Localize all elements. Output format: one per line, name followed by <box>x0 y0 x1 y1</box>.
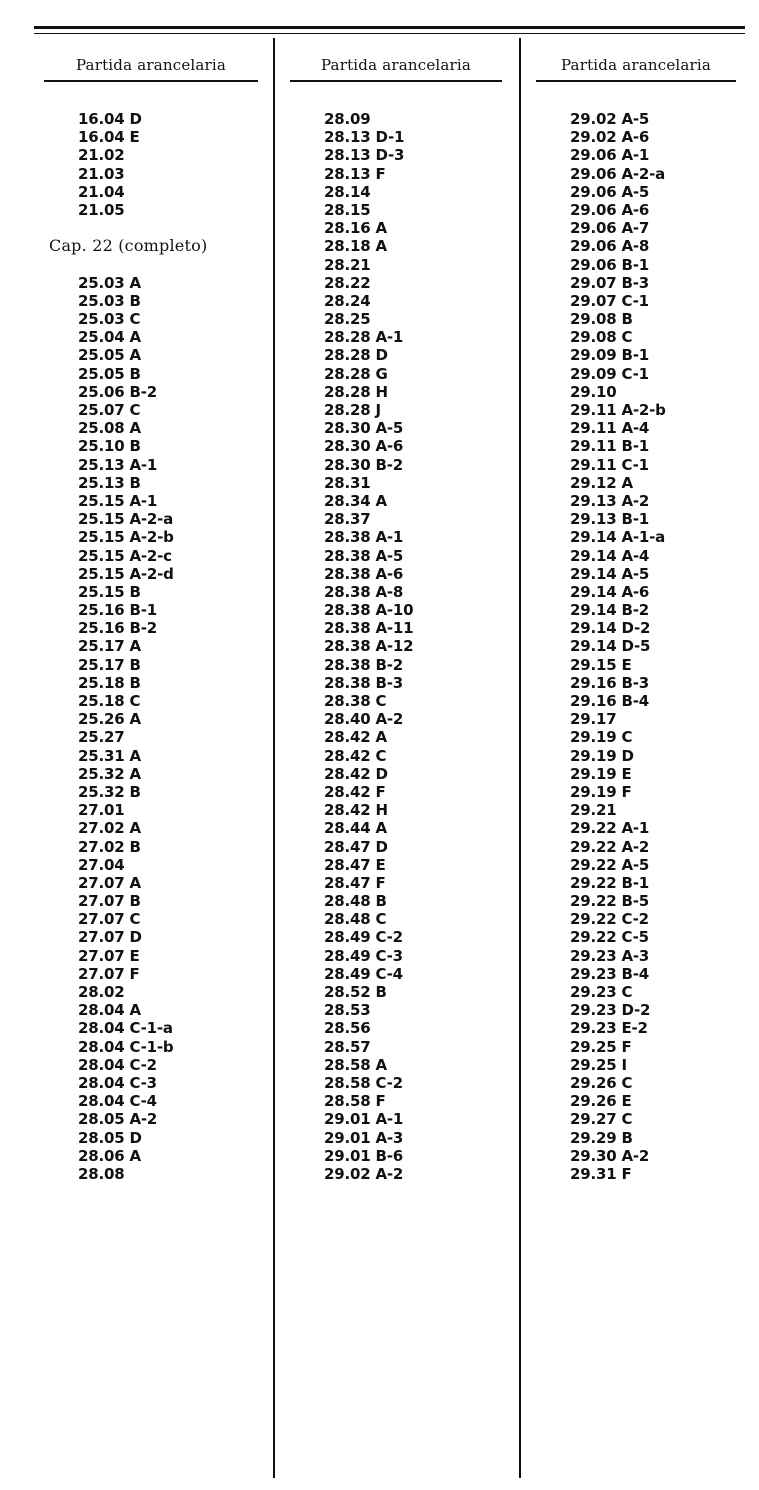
tariff-heading-entry: 28.30 A-5 <box>324 419 404 438</box>
tariff-heading-entry: 28.49 C-3 <box>324 946 403 965</box>
tariff-heading-entry: 28.28 D <box>324 346 388 365</box>
tariff-heading-entry: 25.18 B <box>78 673 141 692</box>
tariff-heading-entry: 29.23 C <box>570 983 633 1001</box>
tariff-heading-entry: 28.28 H <box>324 382 388 401</box>
tariff-heading-entry: 28.04 A <box>78 1001 141 1020</box>
tariff-heading-entry: 25.27 <box>78 728 125 747</box>
tariff-heading-entry: 25.16 B-2 <box>78 619 157 638</box>
tariff-heading-entry: 29.14 B-2 <box>570 601 649 620</box>
tariff-heading-entry: 28.58 A <box>324 1055 387 1074</box>
tariff-heading-entry: 28.38 A-11 <box>324 619 414 638</box>
tariff-heading-entry: 25.15 A-2-b <box>78 528 174 547</box>
tariff-heading-entry: 29.06 A-5 <box>570 182 650 201</box>
tariff-heading-entry: 28.42 H <box>324 801 388 820</box>
tariff-heading-entry: 25.32 A <box>78 764 141 783</box>
tariff-heading-entry: 29.16 B-4 <box>570 692 649 710</box>
tariff-heading-entry: 25.15 A-2-c <box>78 546 172 565</box>
tariff-heading-entry: 28.38 B-2 <box>324 655 403 674</box>
tariff-heading-entry: 29.17 <box>570 710 617 729</box>
tariff-heading-entry: 25.15 B <box>78 582 141 601</box>
tariff-heading-entry: 29.06 A-8 <box>570 237 650 256</box>
tariff-heading-entry: 28.05 D <box>78 1128 142 1147</box>
tariff-heading-entry: 28.15 <box>324 200 371 219</box>
tariff-heading-entry: 28.31 <box>324 473 371 492</box>
tariff-heading-entry: 29.22 B-5 <box>570 892 649 911</box>
tariff-heading-entry: 29.19 F <box>570 782 632 801</box>
tariff-heading-entry: 28.37 <box>324 510 371 529</box>
tariff-heading-entry: 28.08 <box>78 1164 125 1183</box>
tariff-heading-entry: 27.07 C <box>78 910 141 929</box>
tariff-heading-entry: 29.15 E <box>570 655 632 674</box>
column-2-header: Partida arancelaria <box>320 56 472 74</box>
tariff-heading-entry: 29.14 A-6 <box>570 582 650 601</box>
tariff-heading-entry: 25.08 A <box>78 419 141 438</box>
tariff-heading-entry: 28.47 E <box>324 855 386 874</box>
top-rule-thick <box>34 26 745 29</box>
tariff-heading-entry: 28.28 G <box>324 364 388 383</box>
tariff-heading-entry: 28.47 D <box>324 837 388 856</box>
column-1-header: Partida arancelaria <box>75 56 227 74</box>
tariff-heading-entry: 28.47 F <box>324 873 386 892</box>
tariff-heading-entry: 28.30 A-6 <box>324 437 404 456</box>
tariff-heading-entry: 28.13 D-1 <box>324 128 405 147</box>
tariff-heading-entry: 29.26 E <box>570 1092 632 1111</box>
tariff-heading-entry: 28.42 A <box>324 728 387 747</box>
tariff-heading-entry: 28.05 A-2 <box>78 1110 158 1129</box>
column-3-list <box>536 110 736 1183</box>
tariff-heading-entry: 28.57 <box>324 1037 371 1056</box>
tariff-heading-entry: 21.05 <box>78 200 125 219</box>
tariff-heading-entry: 29.08 C <box>570 328 633 347</box>
tariff-heading-entry: 29.27 C <box>570 1110 633 1129</box>
tariff-heading-entry: 28.38 A-6 <box>324 564 404 583</box>
tariff-heading-entry: 25.13 B <box>78 473 141 492</box>
top-rule-thin <box>34 33 745 34</box>
tariff-heading-entry: 28.49 C-2 <box>324 928 403 947</box>
tariff-heading-entry: 29.14 D-2 <box>570 619 651 638</box>
tariff-heading-entry: 29.13 A-2 <box>570 491 650 510</box>
tariff-heading-entry: 28.42 C <box>324 746 387 765</box>
tariff-heading-entry: 29.11 A-4 <box>570 419 650 438</box>
column-3 <box>536 40 736 1470</box>
tariff-heading-entry: 29.08 B <box>570 310 633 329</box>
tariff-heading-entry: 25.26 A <box>78 710 141 729</box>
tariff-heading-entry: 25.13 A-1 <box>78 455 158 474</box>
tariff-heading-entry: 28.25 <box>324 310 371 329</box>
tariff-heading-entry: 28.04 C-1-b <box>78 1037 174 1056</box>
tariff-heading-entry: 25.17 B <box>78 655 141 674</box>
tariff-heading-entry: 27.02 B <box>78 837 141 856</box>
tariff-heading-entry: 28.48 C <box>324 910 387 929</box>
tariff-heading-entry: 25.10 B <box>78 437 141 456</box>
tariff-heading-entry: 25.32 B <box>78 782 141 801</box>
tariff-heading-entry: 29.22 B-1 <box>570 873 649 892</box>
column-2-list <box>290 110 502 1183</box>
tariff-heading-entry <box>78 219 258 237</box>
tariff-heading-entry: 28.13 D-3 <box>324 146 405 165</box>
column-2-header-rule <box>290 80 502 82</box>
tariff-heading-entry: 29.25 F <box>570 1037 632 1056</box>
tariff-heading-entry: 16.04 D <box>78 110 142 128</box>
tariff-heading-entry: 28.49 C-4 <box>324 964 403 983</box>
tariff-heading-entry: 28.24 <box>324 291 371 310</box>
tariff-heading-entry: 16.04 E <box>78 128 140 147</box>
tariff-heading-entry: 28.38 A-1 <box>324 528 404 547</box>
tariff-heading-entry: 28.52 B <box>324 983 387 1001</box>
column-2 <box>290 40 502 1470</box>
tariff-heading-entry: Cap. 22 (completo) <box>49 236 208 256</box>
tariff-heading-entry: 28.04 C-4 <box>78 1092 157 1111</box>
column-1-header-rule <box>44 80 258 82</box>
tariff-heading-entry: 29.19 C <box>570 728 633 747</box>
tariff-heading-entry: 28.06 A <box>78 1146 141 1165</box>
tariff-heading-entry: 29.23 D-2 <box>570 1001 651 1020</box>
tariff-heading-entry: 21.02 <box>78 146 125 165</box>
tariff-heading-entry: 25.05 A <box>78 346 141 365</box>
tariff-heading-entry: 29.11 A-2-b <box>570 401 666 419</box>
tariff-heading-entry: 28.21 <box>324 255 371 274</box>
tariff-heading-entry: 29.22 A-1 <box>570 819 650 838</box>
tariff-heading-entry: 27.01 <box>78 801 125 820</box>
tariff-heading-entry: 27.07 F <box>78 964 140 983</box>
tariff-heading-entry: 28.04 C-1-a <box>78 1019 173 1038</box>
tariff-heading-entry: 29.01 A-1 <box>324 1110 404 1129</box>
tariff-heading-entry: 28.53 <box>324 1001 371 1020</box>
tariff-heading-entry: 25.15 A-2-d <box>78 564 174 583</box>
tariff-heading-entry: 25.06 B-2 <box>78 382 157 401</box>
tariff-heading-entry: 28.48 B <box>324 892 387 911</box>
column-1-list <box>44 110 258 1183</box>
tariff-heading-entry: 28.56 <box>324 1019 371 1038</box>
tariff-heading-entry: 28.38 B-3 <box>324 673 403 692</box>
tariff-heading-entry: 29.02 A-6 <box>570 128 650 147</box>
tariff-heading-entry: 28.02 <box>78 983 125 1001</box>
tariff-heading-entry: 28.38 C <box>324 692 387 710</box>
tariff-heading-entry: 25.17 A <box>78 637 141 656</box>
tariff-heading-entry: 29.10 <box>570 382 617 401</box>
tariff-heading-entry: 28.58 C-2 <box>324 1073 403 1092</box>
tariff-heading-entry: 29.06 A-1 <box>570 146 650 165</box>
tariff-heading-entry: 29.09 B-1 <box>570 346 649 365</box>
tariff-heading-entry: 29.06 A-2-a <box>570 164 666 183</box>
tariff-heading-entry: 28.58 F <box>324 1092 386 1111</box>
tariff-heading-entry: 29.11 C-1 <box>570 455 649 474</box>
tariff-heading-entry: 29.02 A-5 <box>570 110 650 128</box>
tariff-heading-entry: 28.28 A-1 <box>324 328 404 347</box>
tariff-heading-entry: 29.09 C-1 <box>570 364 649 383</box>
tariff-heading-entry: 29.14 A-5 <box>570 564 650 583</box>
tariff-heading-entry: 28.40 A-2 <box>324 710 404 729</box>
tariff-heading-entry: 27.07 B <box>78 892 141 911</box>
tariff-heading-entry: 28.28 J <box>324 401 381 419</box>
column-divider-1 <box>273 38 275 1478</box>
tariff-heading-entry: 28.38 A-8 <box>324 582 404 601</box>
tariff-heading-entry: 29.14 D-5 <box>570 637 651 656</box>
tariff-heading-entry: 29.19 E <box>570 764 632 783</box>
tariff-heading-entry: 29.02 A-2 <box>324 1164 404 1183</box>
tariff-heading-entry: 29.22 A-5 <box>570 855 650 874</box>
tariff-heading-entry: 29.23 A-3 <box>570 946 650 965</box>
tariff-heading-entry: 29.25 I <box>570 1055 627 1074</box>
column-3-header-rule <box>536 80 736 82</box>
tariff-heading-entry: 29.11 B-1 <box>570 437 649 456</box>
tariff-heading-entry: 29.13 B-1 <box>570 510 649 529</box>
tariff-heading-entry: 29.07 B-3 <box>570 273 649 292</box>
tariff-heading-entry: 25.16 B-1 <box>78 601 157 620</box>
tariff-heading-entry: 29.30 A-2 <box>570 1146 650 1165</box>
tariff-heading-entry: 29.07 C-1 <box>570 291 649 310</box>
tariff-heading-entry: 28.34 A <box>324 491 387 510</box>
tariff-heading-entry: 29.06 A-6 <box>570 200 650 219</box>
tariff-heading-entry: 27.07 A <box>78 873 141 892</box>
tariff-heading-entry: 25.07 C <box>78 401 141 419</box>
tariff-heading-entry: 28.30 B-2 <box>324 455 403 474</box>
tariff-heading-entry: 29.22 C-2 <box>570 910 649 929</box>
tariff-heading-entry: 29.29 B <box>570 1128 633 1147</box>
tariff-heading-entry: 28.04 C-2 <box>78 1055 157 1074</box>
tariff-heading-entry: 29.22 C-5 <box>570 928 649 947</box>
tariff-heading-entry <box>78 256 258 274</box>
tariff-heading-entry: 25.03 B <box>78 291 141 310</box>
tariff-heading-entry: 29.23 E-2 <box>570 1019 648 1038</box>
tariff-heading-entry: 29.12 A <box>570 473 633 492</box>
tariff-heading-entry: 28.42 F <box>324 782 386 801</box>
tariff-heading-entry: 21.03 <box>78 164 125 183</box>
tariff-heading-entry: 28.18 A <box>324 237 387 256</box>
tariff-heading-entry: 29.06 A-7 <box>570 219 650 238</box>
tariff-heading-entry: 27.02 A <box>78 819 141 838</box>
tariff-heading-entry: 25.18 C <box>78 692 141 710</box>
tariff-heading-entry: 29.01 B-6 <box>324 1146 403 1165</box>
tariff-heading-entry: 28.38 A-12 <box>324 637 414 656</box>
tariff-heading-entry: 25.03 C <box>78 310 141 329</box>
tariff-heading-entry: 29.14 A-4 <box>570 546 650 565</box>
tariff-heading-entry: 25.03 A <box>78 273 141 292</box>
tariff-heading-entry: 28.14 <box>324 182 371 201</box>
tariff-heading-entry: 29.21 <box>570 801 617 820</box>
tariff-heading-entry: 28.13 F <box>324 164 386 183</box>
tariff-heading-entry: 27.07 D <box>78 928 142 947</box>
tariff-heading-entry: 29.22 A-2 <box>570 837 650 856</box>
tariff-heading-entry: 28.16 A <box>324 219 387 238</box>
tariff-heading-entry: 29.26 C <box>570 1073 633 1092</box>
tariff-heading-entry: 28.22 <box>324 273 371 292</box>
tariff-heading-entry: 29.31 F <box>570 1164 632 1183</box>
column-1 <box>44 40 258 1470</box>
tariff-heading-entry: 25.05 B <box>78 364 141 383</box>
tariff-heading-entry: 28.04 C-3 <box>78 1073 157 1092</box>
tariff-heading-entry: 28.44 A <box>324 819 387 838</box>
column-divider-2 <box>519 38 521 1478</box>
tariff-heading-entry: 29.19 D <box>570 746 634 765</box>
tariff-heading-entry: 29.06 B-1 <box>570 255 649 274</box>
column-3-header: Partida arancelaria <box>560 56 712 74</box>
tariff-heading-entry: 25.31 A <box>78 746 141 765</box>
tariff-heading-entry: 27.04 <box>78 855 125 874</box>
tariff-heading-entry: 28.38 A-10 <box>324 601 414 620</box>
tariff-heading-entry: 25.15 A-1 <box>78 491 158 510</box>
tariff-heading-entry: 29.16 B-3 <box>570 673 649 692</box>
tariff-heading-entry: 25.15 A-2-a <box>78 510 174 529</box>
tariff-heading-entry: 27.07 E <box>78 946 140 965</box>
tariff-heading-entry: 29.23 B-4 <box>570 964 649 983</box>
tariff-heading-entry: 29.14 A-1-a <box>570 528 666 547</box>
tariff-heading-entry: 21.04 <box>78 182 125 201</box>
tariff-heading-entry: 28.42 D <box>324 764 388 783</box>
tariff-heading-entry: 29.01 A-3 <box>324 1128 404 1147</box>
tariff-heading-entry: 28.38 A-5 <box>324 546 404 565</box>
tariff-heading-entry: 28.09 <box>324 110 371 128</box>
tariff-heading-entry: 25.04 A <box>78 328 141 347</box>
